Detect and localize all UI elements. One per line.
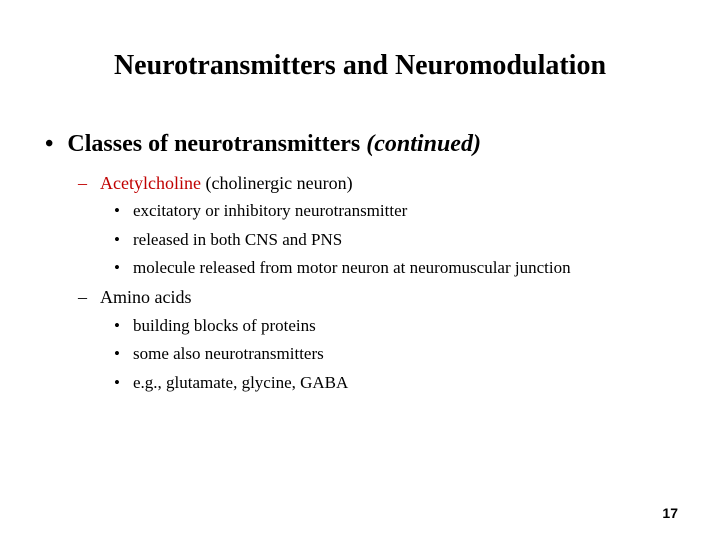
main-bullet-text: Classes of neurotransmitters [67, 131, 367, 157]
list-item [114, 373, 348, 393]
section-heading: Amino acids [100, 287, 192, 307]
section-acetylcholine [78, 173, 353, 194]
list-item [114, 230, 342, 250]
section-dash: – [78, 173, 87, 193]
list-item [114, 201, 407, 221]
main-bullet [45, 131, 481, 158]
main-bullet-symbol: • [45, 131, 54, 157]
sub-bullet-symbol: • [114, 201, 120, 220]
page-number: 17 [662, 505, 678, 521]
section-dash: – [78, 287, 87, 307]
list-item-text: released in both CNS and PNS [133, 230, 343, 249]
list-item-text: some also neurotransmitters [133, 344, 324, 363]
list-item-text: molecule released from motor neuron at neuromuscular junction [133, 258, 571, 277]
sub-bullet-symbol: • [114, 373, 120, 392]
list-item-text: e.g., glutamate, glycine, GABA [133, 373, 349, 392]
acetylcholine-term: Acetylcholine [100, 173, 201, 193]
sub-bullet-symbol: • [114, 230, 120, 249]
list-item [114, 316, 316, 336]
list-item [114, 258, 571, 278]
list-item-text: excitatory or inhibitory neurotransmitter [133, 201, 408, 220]
section-description: (cholinergic neuron) [200, 173, 353, 193]
sub-bullet-symbol: • [114, 258, 120, 277]
slide-title: Neurotransmitters and Neuromodulation [113, 50, 607, 81]
sub-bullet-symbol: • [114, 344, 120, 363]
list-item [114, 344, 324, 364]
list-item-text: building blocks of proteins [133, 316, 316, 335]
main-bullet-italic: (continued) [366, 131, 481, 157]
section-amino-acids [78, 287, 192, 308]
sub-bullet-symbol: • [114, 316, 120, 335]
